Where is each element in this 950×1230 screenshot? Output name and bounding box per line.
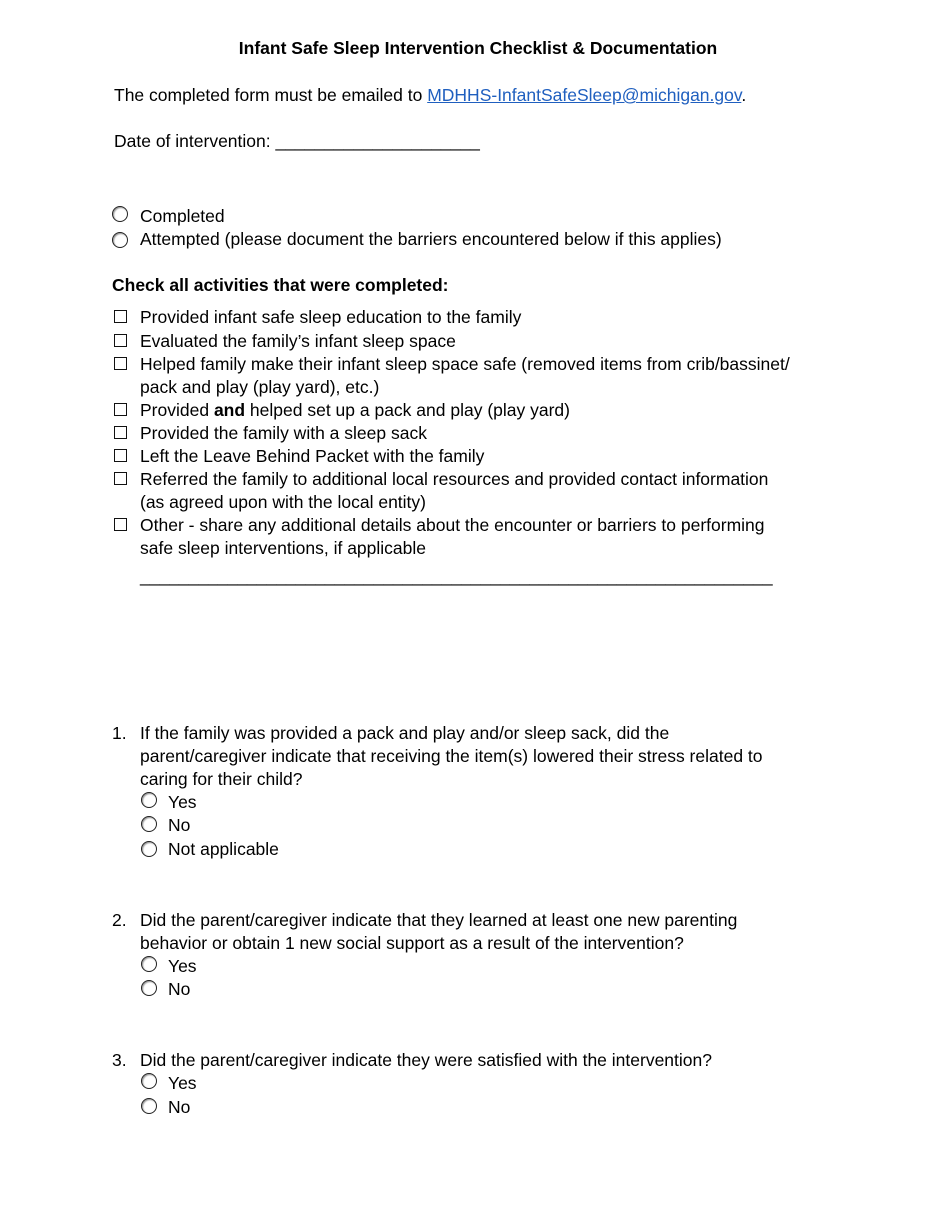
activity-safe-space-checkbox[interactable] (114, 357, 127, 370)
question-2-text-line1: Did the parent/caregiver indicate that they learned at least one new parenting (140, 910, 738, 930)
activity-education-checkbox[interactable] (114, 310, 127, 323)
activity-safe-space-label-line2: pack and play (play yard), etc.) (140, 377, 380, 397)
form-title: Infant Safe Sleep Intervention Checklist & Documentation (238, 38, 718, 58)
activity-other-details-field[interactable]: _________________________________________________________________ (140, 566, 773, 586)
question-1-text-line1: If the family was provided a pack and play and/or sleep sack, did the (140, 723, 670, 743)
email-instruction-text: The completed form must be emailed to (114, 85, 428, 105)
activity-education-label: Provided infant safe sleep education to the family (140, 307, 522, 327)
date-of-intervention-field[interactable]: Date of intervention: _____________________ (114, 131, 480, 151)
question-1-no-radio[interactable] (141, 816, 157, 832)
question-1-no-label: No (168, 815, 191, 835)
question-1-not-applicable-label: Not applicable (168, 839, 279, 859)
status-attempted-radio[interactable] (112, 232, 128, 248)
activity-pack-and-play-text-bold: and (213, 400, 246, 420)
activity-other-checkbox[interactable] (114, 518, 127, 531)
activity-referral-checkbox[interactable] (114, 472, 127, 485)
activity-evaluate-label: Evaluated the family’s infant sleep space (140, 331, 456, 351)
question-3-yes-radio[interactable] (141, 1073, 157, 1089)
question-2-no-label: No (168, 979, 191, 999)
question-2-number: 2. (112, 910, 127, 930)
activity-other-label-line2: safe sleep interventions, if applicable (140, 538, 427, 558)
question-1-text-line3: caring for their child? (140, 769, 303, 789)
activity-other-label-line1: Other - share any additional details about the encounter or barriers to performing (140, 515, 765, 535)
question-3-yes-label: Yes (168, 1073, 197, 1093)
email-link[interactable]: MDHHS-InfantSafeSleep@michigan.gov (427, 85, 742, 105)
question-1-yes-radio[interactable] (141, 792, 157, 808)
question-1-not-applicable-radio[interactable] (141, 841, 157, 857)
email-instruction-suffix: . (741, 85, 747, 105)
status-attempted-label: Attempted (please document the barriers encountered below if this applies) (140, 229, 722, 249)
question-3-no-radio[interactable] (141, 1098, 157, 1114)
activity-pack-and-play-text-pre: Provided (140, 400, 214, 420)
status-completed-radio[interactable] (112, 206, 128, 222)
activity-pack-and-play-checkbox[interactable] (114, 403, 127, 416)
status-completed-label: Completed (140, 206, 225, 226)
question-1-yes-label: Yes (168, 792, 197, 812)
question-3-no-label: No (168, 1097, 191, 1117)
activity-leave-behind-checkbox[interactable] (114, 449, 127, 462)
activity-referral-label-line1: Referred the family to additional local resources and provided contact information (140, 469, 769, 489)
question-3-number: 3. (112, 1050, 127, 1070)
question-2-yes-label: Yes (168, 956, 197, 976)
question-3-text-line1: Did the parent/caregiver indicate they were satisfied with the intervention? (140, 1050, 712, 1070)
activity-referral-label-line2: (as agreed upon with the local entity) (140, 492, 426, 512)
activity-pack-and-play-text-post: helped set up a pack and play (play yard) (245, 400, 570, 420)
question-1-text-line2: parent/caregiver indicate that receiving the item(s) lowered their stress related to (140, 746, 763, 766)
activity-pack-and-play-label (140, 399, 570, 421)
question-2-yes-radio[interactable] (141, 956, 157, 972)
activities-heading: Check all activities that were completed: (112, 275, 449, 295)
activity-sleep-sack-checkbox[interactable] (114, 426, 127, 439)
question-1-number: 1. (112, 723, 127, 743)
email-instruction (114, 84, 746, 106)
activity-sleep-sack-label: Provided the family with a sleep sack (140, 423, 427, 443)
activity-evaluate-checkbox[interactable] (114, 334, 127, 347)
question-2-no-radio[interactable] (141, 980, 157, 996)
question-2-text-line2: behavior or obtain 1 new social support as a result of the intervention? (140, 933, 684, 953)
activity-safe-space-label-line1: Helped family make their infant sleep space safe (removed items from crib/bassinet/ (140, 354, 790, 374)
activity-leave-behind-label: Left the Leave Behind Packet with the family (140, 446, 485, 466)
